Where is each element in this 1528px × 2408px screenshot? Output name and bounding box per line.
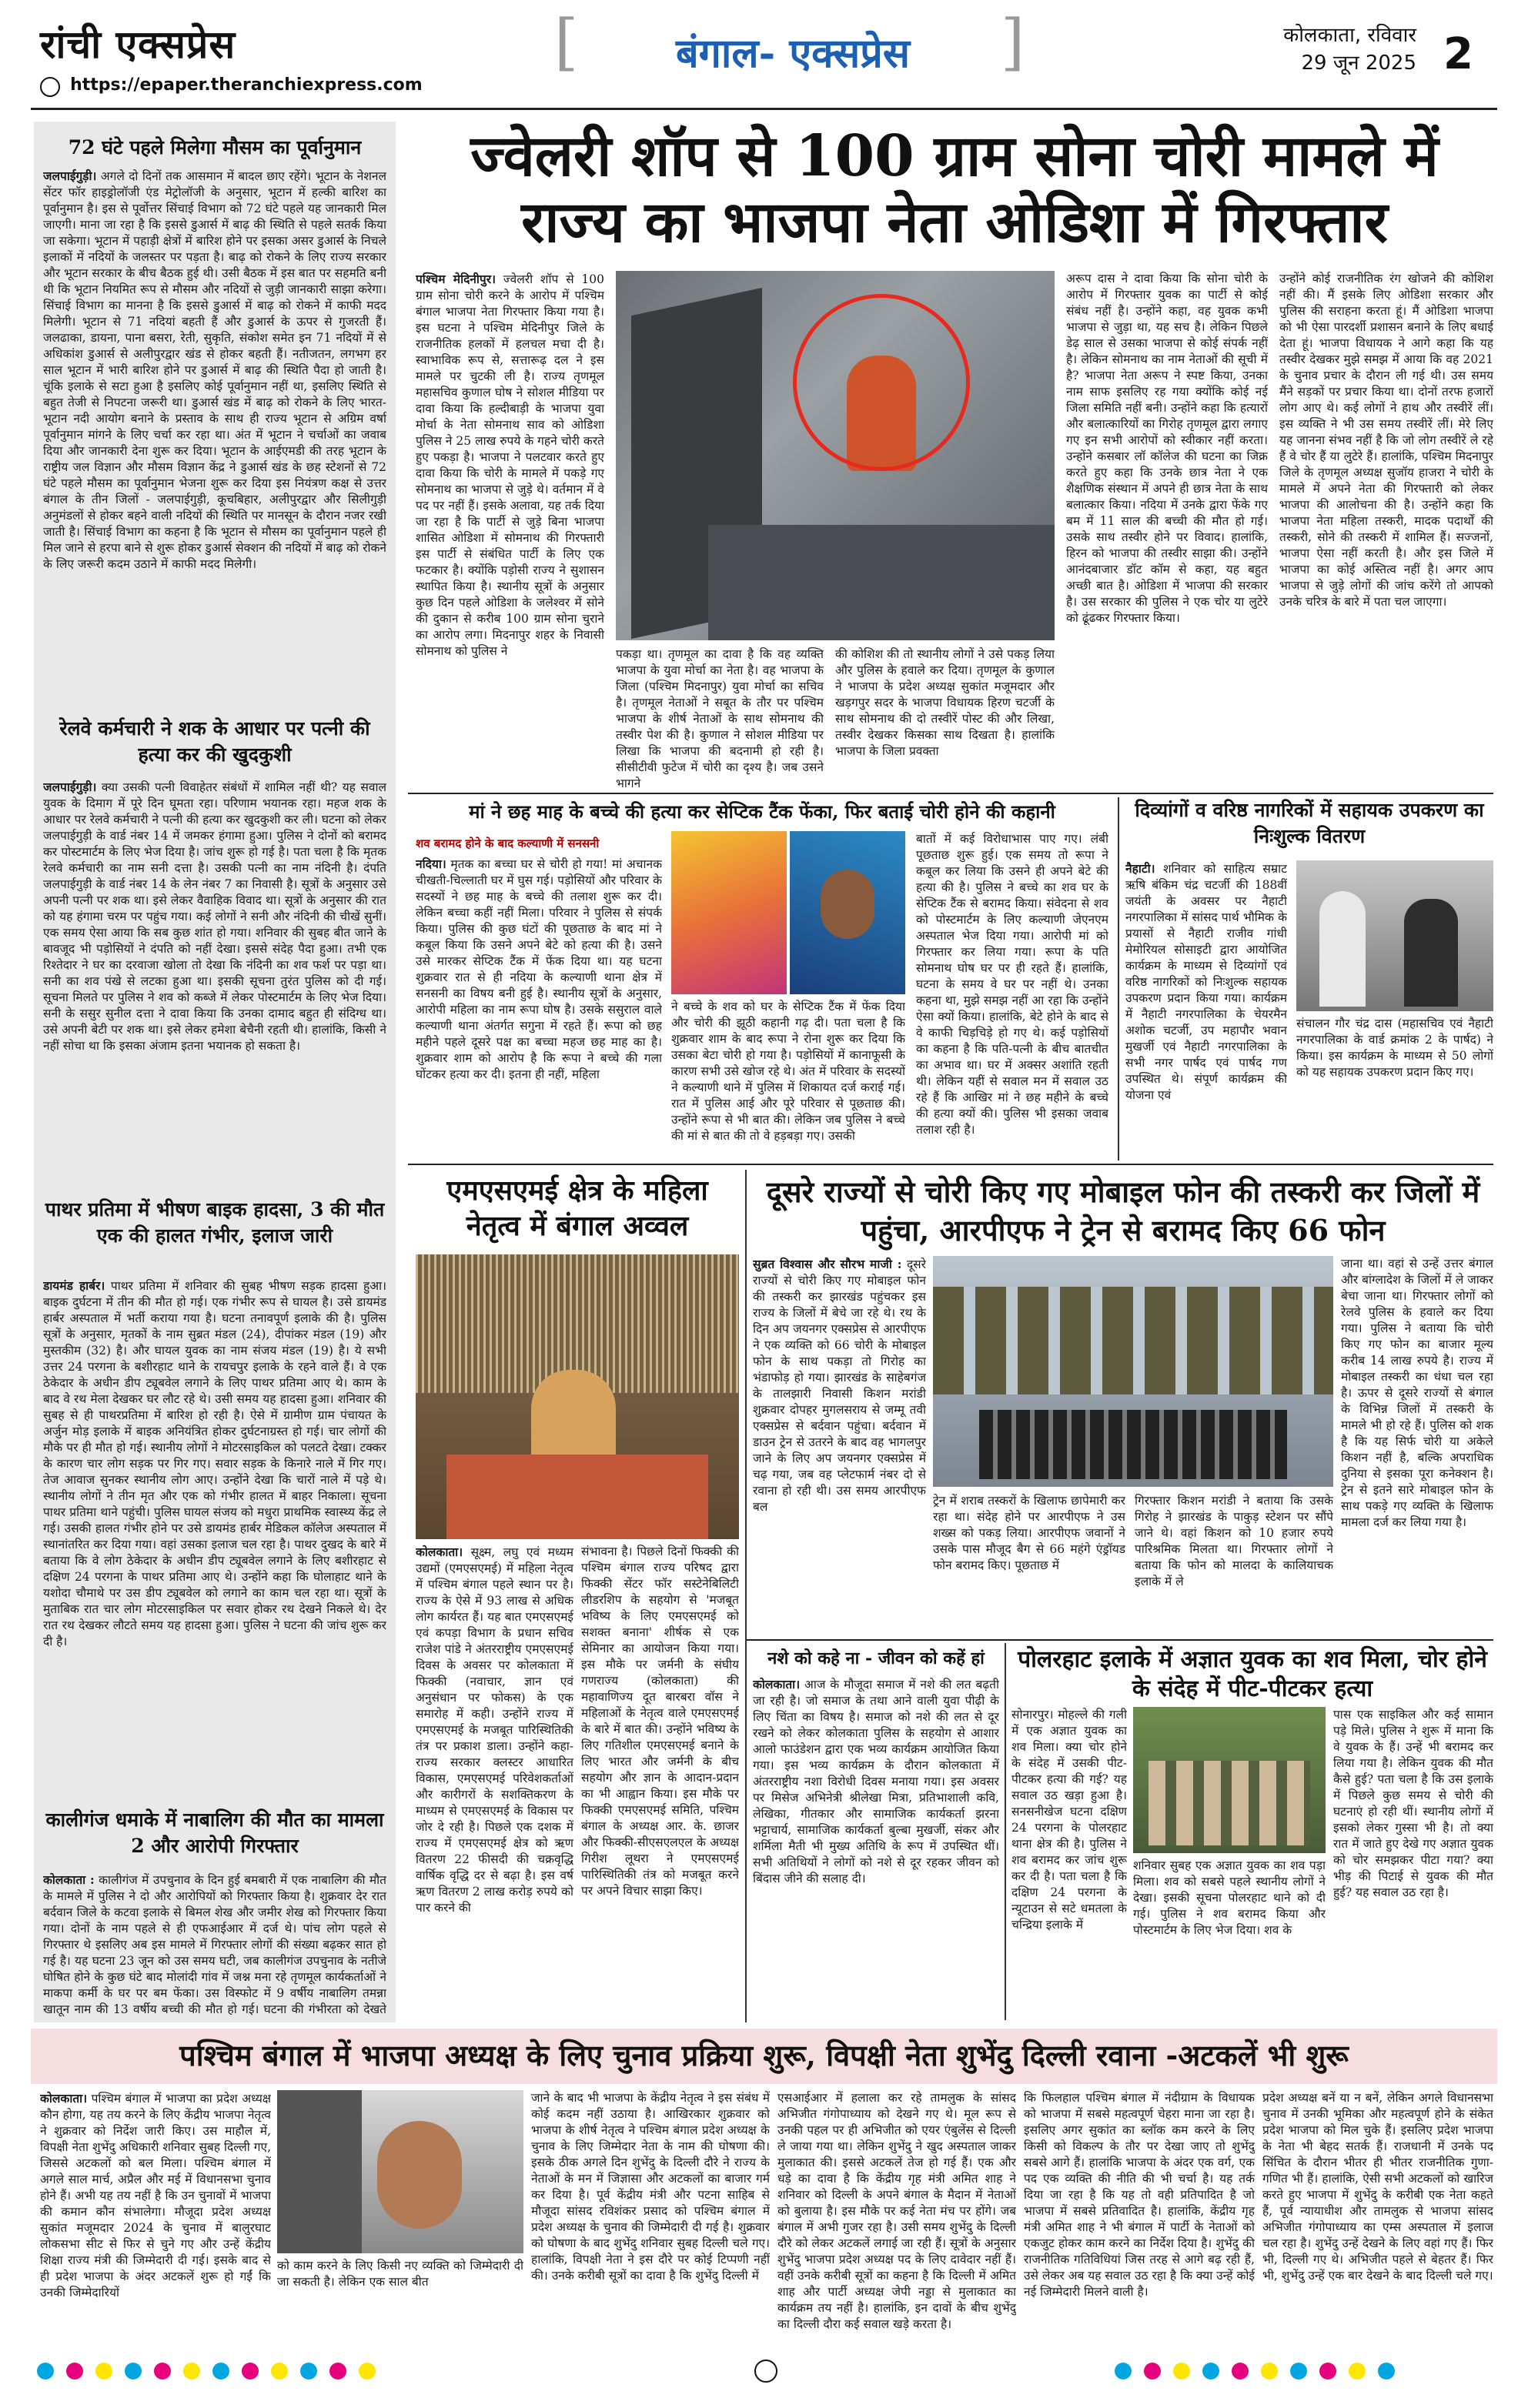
- reg-dot: [1202, 2363, 1219, 2380]
- msme-col-a: [416, 1544, 573, 2021]
- rpf-officers: [933, 1287, 1333, 1394]
- reg-dot: [1232, 2363, 1249, 2380]
- mother-text-a: मृतक का बच्चा घर से चोरी हो गया! मां अचानक चीखती-चिल्लाती घर में घुस गई। पड़ोसियों और परिवार के सदस्यों ने छह माह के बच्चे की तलाश शुरू कर दी। लेकिन बच्चा कहीं नहीं मिला। परिवार ने पुलिस से संपर्क किया। पुलिस की कुछ घंटों की पूछताछ के बाद मां ने कबूल किया कि उसने अपने बेटे को हत्या की है। उसने उसे मारकर सेप्टिक टैंक में फेंक दिया था। यह घटना शुक्रवार रात से ही नदिया के कल्याणी थाना क्षेत्र में सनसनी का विषय बनी हुई है। स्थानीय सूत्रों के अनुसार, आरोपी महिला का नाम रूपा घोष है। उसके ससुराल वाले कल्याणी थाना अंतर्गत सगुना में रहते हैं। रूपा को छह महीने पहले दूसरे पक्ष का बच्चा महज छह माह का है। शुक्रवार शाम को आरोप है कि रूपा ने बच्चे की गला घोंटकर हत्या कर दी। इतना ही नहीं, महिला: [416, 857, 662, 1081]
- reg-dot: [37, 2363, 54, 2380]
- s1-headline: 72 घंटे पहले मिलेगा मौसम का पूर्वानुमान: [68, 136, 362, 159]
- mother-headline: मां ने छह माह के बच्चे की हत्या कर सेप्टिक टैंक फेंका, फिर बताई चोरी होने की कहानी: [469, 800, 1055, 823]
- mother-photo-child: [671, 831, 787, 994]
- cctv-counter: [708, 525, 1055, 640]
- s3-headline: पाथर प्रतिमा में भीषण बाइक हादसा, 3 की मौत एक की हालत गंभीर, इलाज जारी: [45, 1198, 385, 1247]
- reg-dot: [300, 2363, 317, 2380]
- reg-dot: [1115, 2363, 1132, 2380]
- lower-rule: [747, 1639, 1493, 1641]
- msme-text-a: सूक्ष्म, लघु एवं मध्यम उद्यमों (एमएसएमई) में महिला नेतृत्व में पश्चिम बंगाल पहले स्थान पर है। राज्य के ऐसे में 93 लाख से अधिक लोग कार्यरत हैं। यह बात एमएसएमई एवं कपड़ा विभाग के प्रधान सचिव राजेश पांडे ने अंतरराष्ट्रीय एमएसएमई दिवस के अवसर पर कोलकाता में फिक्की (नवाचार, ज्ञान एवं अनुसंधान पर फोकस) के एक समारोह में कही। उन्होंने राज्य में एमएसएमई के मजबूत पारिस्थितिकी तंत्र पर प्रकाश डाला। उन्होंने कहा-राज्य सरकार क्लस्टर आधारित विकास, एमएसएमई परिवेशकर्ताओं और कारीगरों के सशक्तिकरण के माध्यम से एमएसएमई के विकास पर जोर दे रही है। पिछले एक दशक में राज्य में एमएसएमई क्षेत्र को ऋण वितरण 22 फीसदी की चक्रवृद्धि वार्षिक वृद्धि दर से बढ़ा है। इस वर्ष ऋण वितरण 2 लाख करोड़ रुपये को पार करने की: [416, 1545, 573, 1915]
- bjp-text-a: पश्चिम बंगाल में भाजपा का प्रदेश अध्यक्ष कौन होगा, यह तय करने के लिए केंद्रीय भाजपा नेतृत्व ने शुक्रवार को निर्देश जारी किए। उस माहौल में, विपक्षी नेता शुभेंदु अधिकारी शनिवार सुबह दिल्ली गए, जिससे अटकलों को बल मिला। पश्चिम बंगाल में अगले साल मार्च, अप्रैल और मई में विधानसभा चुनाव होने हैं। अभी यह तय नहीं है कि उन चुनावों में भाजपा की कमान कौन संभालेगा। मौजूदा प्रदेश अध्यक्ष सुकांत मजूमदार 2024 के चुनाव में बालुरघाट लोकसभा सीट से फिर से चुने गए और उन्हें केंद्रीय शिक्षा राज्य मंत्री की जिम्मेदारी दी गई। इसके बाद से ही प्रदेश भाजपा के अंदर अटकलें शुरू हो गईं कि उनकी जिम्मेदारियों: [40, 2092, 271, 2299]
- reg-dot: [154, 2363, 171, 2380]
- bjp-col-d: कि फिलहाल पश्चिम बंगाल में नंदीग्राम के विधायक को भाजपा में सबसे महत्वपूर्ण चेहरा माना जा रहा है। इसलिए अगर सुकांत का ब्लॉक कम करने के लिए किसी को विकल्प के तौर पर देखा जाए तो शुभेंदु सबसे आगे हैं। हालांकि भाजपा के अंदर एक वर्ग, एक पद एक व्यक्ति की नीति की भी चर्चा है। यह तर्क दिया जा रहा है कि यह तो वही प्रतिपादित है जो भाजपा में सबसे प्रतिवादित है। हालांकि, केंद्रीय गृह मंत्री अमित शाह ने भी बंगाल में पार्टी के नेताओं को एकजुट होकर काम करने का निर्देश दिया है। शुभेंदु की राजनीतिक गतिविधियां जिस तरह से आगे बढ़ रही हैं, उसे लेकर अब यह सवाल उठ रहा है कि क्या उन्हें कोई नई जिम्मेदारी मिलने वाली है।: [1024, 2091, 1255, 2299]
- s4-headline: कालीगंज धमाके में नाबालिग की मौत का मामला 2 और आरोपी गिरफ्तार: [45, 1809, 384, 1857]
- lead-headline: ज्वेलरी शॉप से 100 ग्राम सोना चोरी मामले में राज्य का भाजपा नेता ओडिशा में गिरफ्तार: [470, 123, 1439, 255]
- dateline-box: [1232, 22, 1416, 77]
- issue-date: 29 जून 2025: [1301, 52, 1416, 75]
- mobile-col-d: जाना था। वहां से उन्हें उत्तर बंगाल और बांग्लादेश के जिलों में ले जाकर बेचा जाना था। गिरफ्तार लोगों को रेलवे पुलिस के हवाले कर दिया गया। पुलिस ने बताया कि चोरी किए गए फोन का बाजार मूल्य करीब 14 लाख रुपये है। राज्य में मोबाइल तस्करी का धंधा चल रहा है। ऊपर से दूसरे राज्यों से बंगाल के विभिन्न जिलों में तस्करी के मामले भी हो रहे हैं। पुलिस को शक है कि यह सिर्फ चोरी या अकेले किशन नहीं है, बल्कि अपराधिक दुनिया से इसका पूरा कनेक्शन है। ट्रेन से इतने सारे मोबाइल फोन के साथ पकड़े गए व्यक्ति के खिलाफ मामला दर्ज कर लिया गया है।: [1341, 1257, 1493, 1529]
- lead-text-a: ज्वेलरी शॉप से 100 ग्राम सोना चोरी करने के आरोप में पश्चिम बंगाल भाजपा नेता गिरफ्तार किया गया है। इस घटना ने पश्चिम मेदिनीपुर जिले के राजनीतिक हलकों में हलचल मचा दी है। स्वाभाविक रूप से, सत्तारूढ़ दल ने इस मामले पर चुटकी ली है। राज्य तृणमूल महासचिव कुणाल घोष ने सोशल मीडिया पर दावा किया कि हल्दीबाड़ी के भाजपा युवा मोर्चा के नेता सोमनाथ साव को ओडिशा पुलिस ने 25 लाख रुपये के गहने चोरी करते हुए पकड़ा है। भाजपा ने पलटवार करते हुए दावा किया कि चोरी के मामले में पकड़े गए सोमनाथ का भाजपा से जुड़े थे। वर्तमान में वे पद पर नहीं हैं। इसके अलावा, यह तर्क दिया जा रहा है कि पार्टी से जुड़े बिना भाजपा शासित ओडिशा में सोमनाथ की गिरफ्तारी इस पार्टी से संबंधित पार्टी के लिए एक फटकार है। क्योंकि पड़ोसी राज्य ने सुशासन स्थापित किया है। स्थानीय सूत्रों के अनुसार कुछ दिन पहले ओडिशा के जलेश्वर में सोने की दुकान से करीब 100 ग्राम सोना चुराने का आरोप लगा। मिदनापुर शहर के निवासी सोमनाथ को पुलिस ने: [416, 272, 604, 658]
- bracket-left: [: [554, 6, 579, 78]
- lead-col-a: [416, 271, 604, 790]
- s2-body: [43, 779, 386, 1187]
- masthead-rule: [31, 108, 1497, 110]
- crosshair-icon: [754, 2360, 777, 2383]
- s3-dateline: डायमंड हार्बर।: [43, 1278, 105, 1293]
- s4-body: [43, 1872, 386, 2018]
- photo-person-right: [1404, 899, 1458, 1007]
- mobile-text-a: दूसरे राज्यों से चोरी किए गए मोबाइल फोन की तस्करी कर झारखंड पहुंचकर इस राज्य के जिलों में बेचे जा रहे थे। रथ के दिन अप जयनगर एक्सप्रेस से आरपीएफ ने एक व्यक्ति को 66 चोरी के मोबाइल फोन के साथ पकड़ा तो गिरोह का भंडाफोड़ हो गया। झारखंड के साहेबगंज के तालझारी निवासी किशन मरांडी शुक्रवार दोपहर मुगलसराय से जम्मू तवी एक्सप्रेस से बर्दवान पहुंचा। बर्दवान में डाउन ट्रेन से उतरने के बाद वह भागलपुर जाने के लिए अप जयनगर एक्सप्रेस में चढ़ गया, जब वह प्लेटफार्म नंबर दो से रवाना हो रही थी। उस समय आरपीएफ बल: [753, 1257, 926, 1514]
- polerhat-photo: [1133, 1707, 1326, 1853]
- s2-dateline: जलपाईगुड़ी।: [43, 780, 97, 794]
- section-title: बंगाल- एक्सप्रेस: [675, 30, 911, 77]
- reg-dot: [1349, 2363, 1366, 2380]
- reg-dot: [1290, 2363, 1307, 2380]
- photo-person-left: [1319, 891, 1366, 1007]
- mother-photo-woman: [790, 831, 905, 994]
- mobile-headline: दूसरे राज्यों से चोरी किए गए मोबाइल फोन की तस्करी कर जिलों में पहुंचा, आरपीएफ ने ट्रेन से बरामद किए 66 फोन: [766, 1174, 1480, 1247]
- bjp-col-e: प्रदेश अध्यक्ष बनें या न बनें, लेकिन अगले विधानसभा चुनाव में उनकी भूमिका और महत्वपूर्ण होने के संकेत प्रदेश भाजपा को मिल चुके हैं। इसलिए प्रदेश भाजपा के नेता भी बेहद सतर्क हैं। राजधानी में उनके पद सिंचित के दौरान भीतर ही भीतर राजनीतिक गुणा-गणित भी हैं। हालांकि, ऐसी सभी अटकलों को खारिज करते हुए भाजपा में शुभेंदु के करीबी एक नेता कहते हैं, पूर्व न्यायाधीश और तामलुक से भाजपा सांसद अभिजीत गंगोपाध्याय का एम्स अस्पताल में इलाज चल रहा है। शुभेंदु उन्हें देखने के लिए वहां गए हैं। फिर भी, दिल्ली गए थे। अभिजीत पहले से बेहतर हैं। फिर भी, शुभेंदु उन्हें एक बार देखने के बाद दिल्ली चले गए।: [1262, 2091, 1493, 2283]
- s1-dateline: जलपाईगुड़ी।: [43, 169, 97, 183]
- mother-dateline: नदिया।: [416, 857, 446, 871]
- bjp-col-b: जाने के बाद भी भाजपा के केंद्रीय नेतृत्व ने इस संबंध में कोई कदम नहीं उठाया है। आखिरकार शुक्रवार को भाजपा के शीर्ष नेतृत्व ने पश्चिम बंगाल प्रदेश अध्यक्ष के चुनाव के लिए जिम्मेदार नेता के नाम की घोषणा की। इसके ठीक अगले दिन शुभेंदु के दिल्ली दौरे ने राज्य के नेताओं के मन में जिज्ञासा और अटकलों का बाजार गर्म कर दिया है। पूर्व केंद्रीय मंत्री और पटना साहिब से मौजूदा सांसद रविशंकर प्रसाद को पश्चिम बंगाल में प्रदेश अध्यक्ष के चुनाव की जिम्मेदारी दी गई है। शुक्रवार को घोषणा के बाद शुभेंदु शनिवार सुबह दिल्ली चले गए। हालांकि, विपक्षी नेता ने इस दौरे पर कोई टिप्पणी नहीं की। उनके करीबी सूत्रों का दावा है कि शुभेंदु दिल्ली में: [531, 2091, 770, 2283]
- registration-marks: [31, 2363, 1497, 2386]
- mobile-col-c: गिरफ्तार किशन मरांडी ने बताया कि उसके गिरोह ने झारखंड के पाकुड़ स्टेशन पर सौंपे जाने थे। वहां किशन को 10 हजार रुपये पारिश्रमिक मिलता था। गिरफ्तार लोगों ने बताया कि फोन को मालदा के कालियाचक इलाके में ले: [1135, 1494, 1333, 1588]
- reg-dot: [125, 2363, 142, 2380]
- divyang-headline: दिव्यांगों व वरिष्ठ नागरिकों में सहायक उपकरण का निःशुल्क वितरण: [1135, 799, 1484, 847]
- divyang-caption: संचालन गौर चंद्र दास (महासचिव एवं नैहाटी नगरपालिका के वार्ड क्रमांक 2 के पार्षद) ने किया। इस कार्यक्रम के माध्यम से 50 लोगों को यह सहायक उपकरण प्रदान किए गए।: [1296, 1017, 1493, 1079]
- mobile-col-b: ट्रेन में शराब तस्करों के खिलाफ छापेमारी कर रहा था। संदेह होने पर आरपीएफ ने उस शख्स को पकड़ लिया। आरपीएफ जवानों ने उसके पास मौजूद बैग से 66 महंगे एंड्रॉयड फोन बरामद किए। पूछताछ में: [933, 1494, 1125, 1572]
- reg-dot: [1378, 2363, 1395, 2380]
- divider-mobile: [745, 1170, 747, 2022]
- bjp-photo-suvendu: [277, 2090, 523, 2253]
- mobile-col-a: [753, 1256, 926, 1635]
- mother-col-a: [416, 856, 662, 1161]
- seized-phones-table: [979, 1410, 1287, 1479]
- paper-name: रांची एक्सप्रेस: [40, 22, 236, 67]
- epaper-url[interactable]: https://epaper.theranchiexpress.com: [70, 75, 423, 95]
- s2-text: क्या उसकी पत्नी विवाहेतर संबंधों में शामिल नहीं थी? यह सवाल युवक के दिमाग में पूरे दिन घूमता रहा। परिणाम भयानक रहा। महज शक के आधार पर रेलवे कर्मचारी ने पत्नी की हत्या कर खुदकुशी कर ली। घटना को लेकर जलपाईगुड़ी के वार्ड नंबर 14 में जमकर हंगामा हुआ। पुलिस ने दोनों को बरामद कर पोस्टमार्टम के लिए भेज दिया है। जांच शुरू हो गई है। पता चला है कि मृतक रेलवे कर्मचारी का नाम सनी दत्ता है। उसकी पत्नी का नाम नंदिनी है। दंपति जलपाईगुड़ी के वार्ड नंबर 14 के लेन नंबर 7 का निवासी है। सूत्रों के अनुसार उसे अपनी पत्नी पर शक था। इसे लेकर वैवाहिक विवाद था। सूत्रों के अनुसार की रात को यह हंगामा चरम पर पहुंच गया। कई लोगों ने सनी और नंदिनी की चीखें सुनीं। एक समय ऐसा आया कि सब कुछ शांत हो गया। शनिवार की सुबह बीत जाने के बावजूद भी पड़ोसियों ने दंपति को नहीं देखा। इससे संदेह पैदा हुआ। तभी एक रिश्तेदार ने घर का दरवाजा खोला तो देखा कि नंदिनी का शव फर्श पर पड़ा था। सनी का शव पंखे से लटका हुआ था। इसकी सूचना तुरंत पुलिस को दी गई। सूचना मिलते पर पुलिस ने शव को कब्जे में लेकर पोस्टमार्टम के लिए भेज दिया। सनी के ससुर सुनील दत्ता ने दावा किया कि उनका दामाद बहुत ही संदिग्ध था। उसे अपनी बेटी पर शक था। इसे लेकर हमेशा बेचैनी रहती थी। हालांकि, किसी ने नहीं सोचा था कि इसका अंजाम इतना भयानक हो सकता है।: [43, 780, 386, 1053]
- polerhat-col-c: पास एक साइकिल और कई सामान पड़े मिले। पुलिस ने शुरू में माना कि वे युवक के हैं। उन्हें भी बरामद कर लिया गया है। लेकिन युवक की मौत कैसे हुई? पता चला है कि उस इलाके में पिछले कुछ समय से चोरी की घटनाएं हो रही थीं। स्थानीय लोगों में इसको लेकर गुस्सा भी है। तो क्या रात में जाते हुए देखे गए अज्ञात युवक को चोर समझकर पीटा गया? क्या भीड़ की पिटाई से युवक की मौत हुई? यह सवाल उठ रहा है।: [1333, 1708, 1493, 1899]
- s1-text: अगले दो दिनों तक आसमान में बादल छाए रहेंगे। भूटान के नेशनल सेंटर फॉर हाइड्रोलॉजी एंड मेट्रोलॉजी के अनुसार, भूटान में हल्की बारिश का पूर्वानुमान है। इस से पूर्वोत्तर सिंचाई विभाग को 72 घंटे पहले यह जानकारी मिल जाएगी। माना जा रहा है कि इससे डुआर्स में बाढ़ की स्थिति से पहले सतर्क किया जा सकेगा। भूटान में पहाड़ी क्षेत्रों में बारिश होने पर इसका असर डुआर्स के निचले इलाकों में नदियों के जलस्तर पर पड़ता है। बाढ़ को रोकने के लिए राज्य सरकार और भूटान सरकार के बीच बैठक हुई थी। उसी बैठक में इस बात पर सहमति बनी थी कि भूटान नियमित रूप से मौसम और नदियों से जुड़ी जानकारी साझा करेगा। सिंचाई विभाग का मानना है कि इससे डुआर्स में बाढ़ को रोकने में काफी मदद मिलेगी। भूटान से 71 नदियां बहती हैं और डुआर्स के ऊपर से गुजरती हैं। जलढाका, डायना, पाना बसरा, रेती, सुकृति, संकोश समेत इन 71 नदियों में से अधिकांश डुआर्स से अलीपुरद्वार खंड से होकर बहती हैं। नतीजतन, लगभग हर साल भूटान में भारी बारिश होने पर डुआर्स में बाढ़ की स्थिति पैदा हो जाती है। चूंकि इलाके से सटा हुआ है इसलिए कोई पूर्वानुमान नहीं था, इसलिए स्थिति से बहुत तेजी से निपटना जरूरी था। डुआर्स खंड में बाढ़ को रोकने के लिए भारत-भूटान नदी आयोग बनाने के प्रस्ताव के साथ ही राज्य भूटान से अग्रिम वर्षा पूर्वानुमान मांगने के लिए चर्चा कर रहा था। अंत में भूटान ने चर्चाओं का जवाब दिया और जानकारी देना शुरू कर दिया। भूटान के आईएमडी की तरह भूटान के राष्ट्रीय जल विज्ञान और मौसम विज्ञान केंद्र ने डुआर्स खंड के छह स्टेशनों से 72 घंटे पहले मौसम का पूर्वानुमान भेजना शुरू कर दिया इस नियंत्रण कक्ष से उत्तर बंगाल के तीन जिलों - जलपाईगुड़ी, कूचबिहार, अलीपुरद्वार और सिलीगुड़ी अनुमंडलों से होकर बहने वाली नदियों की स्थिति पर मानसून के दौरान नजर रखी जाती है। सिंचाई विभाग का कहना है कि भूटान से मौसम का पूर्वानुमान पहले ही मिल जाने से हरपा बाने से शुरू होकर डुआर्स सेक्शन की नदियों में बाढ़ को रोकने के लिए जरूरी कदम उठाने में काफी मदद मिलेगी।: [43, 169, 386, 571]
- reg-dot: [1144, 2363, 1161, 2380]
- globe-icon: [40, 77, 60, 97]
- mobile-photo-rpf: [933, 1256, 1333, 1487]
- divider-polerhat: [1005, 1643, 1006, 2020]
- city-day: कोलकाता, रविवार: [1283, 24, 1416, 47]
- msme-dateline: कोलकाता।: [416, 1545, 463, 1559]
- divyang-dateline: नैहाटी।: [1125, 861, 1155, 876]
- reg-dot: [95, 2363, 112, 2380]
- reg-dot: [1173, 2363, 1190, 2380]
- bjp-caption: को काम करने के लिए किसी नए व्यक्ति को जिम्मेदारी दी जा सकती है। लेकिन एक साल बीत: [277, 2259, 523, 2289]
- bjp-headline: पश्चिम बंगाल में भाजपा अध्यक्ष के लिए चुनाव प्रक्रिया शुरू, विपक्षी नेता शुभेंदु दिल्ली रवाना -अटकलें भी शुरू: [179, 2038, 1349, 2072]
- nasha-headline: नशे को कहे ना - जीवन को कहें हां: [767, 1648, 985, 1668]
- lead-col-e: उन्होंने कोई राजनीतिक रंग खोजने की कोशिश नहीं की। मैं इसके लिए ओडिशा सरकार और पुलिस की सराहना करता हूं। मैं ओडिशा भाजपा को भी ऐसा पारदर्शी प्रशासन बनाने के लिए बधाई देता हूं। भाजपा विधायक ने आगे कहा कि यह तस्वीर देखकर मुझे समझ में आया कि वह 2021 के चुनाव प्रचार के दौरान ली गई थी। उस समय मैंने सड़कों पर प्रचार किया था। दोनों तरफ हजारों लोग आए थे। कई लोगों ने हाथ और तस्वीरें लीं। इस व्यक्ति ने भी उस समय तस्वीरें लीं। मेरे लिए यह जानना संभव नहीं है कि जो लोग तस्वीरें ले रहे हैं वे चोर हैं या लुटेरे हैं। हालांकि, पश्चिम मिदनापुर जिले के तृणमूल अध्यक्ष सुजॉय हाजरा ने चोरी के मामले में अपने नेता की गिरफ्तारी को लेकर भाजपा की आलोचना की है। उन्होंने कहा कि भाजपा नेता महिला तस्करी, मादक पदार्थों की तस्करी, सोने की तस्करी में शामिल हैं। सज्जनों, भाजपा ऐसा नहीं करती है। और इस जिले में भाजपा का कोई अस्तित्व नहीं है। अगर आप भाजपा से जुड़े लोगों की जांच करेंगे तो आपको उनके चरित्र के बारे में पता चल जाएगा।: [1279, 272, 1493, 609]
- nasha-col-a: [753, 1676, 999, 2021]
- s4-dateline: कोलकाता :: [43, 1872, 95, 1887]
- reg-dot: [359, 2363, 376, 2380]
- nasha-dateline: कोलकाता।: [753, 1677, 801, 1692]
- s3-text: पाथर प्रतिमा में शनिवार की सुबह भीषण सड़क हादसा हुआ। बाइक दुर्घटना में तीन की मौत हो गई। एक गंभीर रूप से घायल है। उसे डायमंड हार्बर अस्पताल में भर्ती कराया गया है। घटना तनावपूर्ण इलाके की है। पुलिस सूत्रों के अनुसार, मृतकों के नाम सुब्रत मंडल (24), दीपांकर मंडल (19) और मुस्तकीम (32) है। और घायल युवक का नाम संजय मंडल (19) है। ये सभी उत्तर 24 परगना के बशीरहाट थाने के रायचपुर इलाके के रहने वाले हैं। वे एक ठेकेदार के अधीन डीप ट्यूबवेल लगाने के लिए पाथर प्रतिमा आए थे। काम के बाद वे रथ मेला देखकर घर लौट रहे थे। उसी समय यह हादसा हुआ। शनिवार की सुबह से ही पाथरप्रतिमा में बारिश हो रही है। ऐसे में ग्रामीण ग्राम पंचायत के अर्जुन मोड़ इलाके में बाइक अनियंत्रित होकर दुर्घटनाग्रस्त हो गई। चार लोगों की मौके पर ही मौत हो गई। स्थानीय लोगों ने मोटरसाइकिल को पलटते देखा। टक्कर के कारण चार लोग सड़क पर गिर गए। सवार सड़क के किनारे नाले में गिर गए। तेज आवाज सुनकर स्थानीय लोग आए। उन्होंने देखा कि चारों नाले में पड़े थे। स्थानीय लोगों ने तीन मृत और एक को गंभीर हालत में बाहर निकाला। सूचना पाथर प्रतिमा थाने पहुंची। पुलिस घायल संजय को मधुरा प्राथमिक स्वास्थ्य केंद्र ले गई। उसकी हालत गंभीर होने पर उसे डायमंड हार्बर मेडिकल कॉलेज अस्पताल में स्थानांतरित कर दिया गया। वहां उसका इलाज चल रहा है। पाथर दुखद के बारे में बताया कि वे लोग ठेकेदार के अधीन डीप ट्यूबवेल लगाने के लिए बशीरहाट से दक्षिण 24 परगना के पाथर प्रतिमा आए थे। उन्होंने कहा कि घोलाहाट थाने के यशोदा चौमाथे पर उस डीप ट्यूबवेल को लगाने का काम चल रहा था। सूत्रों के मुताबिक रात चार लोग मोटरसाइकिल पर सवार होकर रथ देखने निकले थे। देर रात रथ देखकर लौटते समय यह हादसा हुआ। पुलिस ने घटना की जांच शुरू कर दी है।: [43, 1279, 386, 1648]
- woven-cloth: [446, 1454, 708, 1539]
- url-row: [40, 75, 423, 97]
- divyang-photo: [1296, 860, 1493, 1011]
- s1-body: [43, 168, 386, 706]
- reg-dot: [66, 2363, 83, 2380]
- car-window: [277, 2090, 362, 2253]
- bracket-right: ]: [1001, 6, 1025, 78]
- divider-divyang: [1118, 797, 1119, 1161]
- mobile-byline: सुब्रत विश्वास और सौरभ माजी :: [753, 1257, 902, 1271]
- mid-rule: [408, 1164, 1493, 1165]
- reg-dot: [242, 2363, 259, 2380]
- cctv-highlight-circle: [793, 294, 970, 471]
- suvendu-face: [377, 2121, 462, 2229]
- lead-col-d: अरूप दास ने दावा किया कि सोना चोरी के आरोप में गिरफ्तार युवक का पार्टी से कोई संबंध नहीं है। उन्होंने कहा, वह युवक कभी भाजपा से जुड़ा था, यह सच है। लेकिन पिछले डेढ़ साल से उसका भाजपा से कोई संपर्क नहीं है। लेकिन सोमनाथ का नाम नेताओं की सूची में है? भाजपा नेता अरूप ने स्पष्ट किया, उनका नाम साफ इसलिए रह गया क्योंकि कोई नई जिला समिति नहीं बनी। उन्होंने कहा कि हत्यारों और बलात्कारियों का गिरोह तृणमूल द्वारा लगाए गए इन सभी आरोपों को स्वीकार नहीं करता। उन्होंने कसबार लॉ कॉलेज की घटना का जिक्र करते हुए कहा कि उनके छात्र नेता ने एक शैक्षणिक संस्थान में अपने ही छात्र नेता के साथ बलात्कार किया। नदिया में उनके द्वारा फेंके गए बम में 11 साल की बच्ची की मौत हो गई। उसके साथ तस्वीर होने पर विवाद। हालांकि, हिरन को भाजपा की तस्वीर साझा की। उन्होंने आनंदबाजार डॉट कॉम से कहा, यह बहुत अच्छी बात है। ओडिशा में भाजपा की सरकार है। उस सरकार की पुलिस ने एक चोर या लुटेरे को ढूंढकर गिरफ्तार किया।: [1066, 272, 1268, 625]
- polerhat-headline: पोलरहाट इलाके में अज्ञात युवक का शव मिला, चोर होने के संदेह में पीट-पीटकर हत्या: [1018, 1646, 1487, 1702]
- polerhat-col-a: सोनारपुर। मोहल्ले की गली में एक अज्ञात युवक का शव मिला। क्या चोर होने के संदेह में उसकी पीट-पीटकर हत्या की गई? यह सवाल उठ खड़ा हुआ है। सनसनीखेज घटना दक्षिण 24 परगना के पोलरहाट थाना क्षेत्र की है। पुलिस ने शव बरामद कर जांच शुरू कर दी है। पता चला है कि दक्षिण 24 परगना के न्यूटाउन से सटे धमतला के चन्द्रिया इलाके में: [1011, 1708, 1127, 1932]
- lead-bottom-rule: [408, 793, 1493, 794]
- lead-col-b: पकड़ा था। तृणमूल का दावा है कि वह व्यक्ति भाजपा के युवा मोर्चा का नेता है। वह भाजपा के जिला (पश्चिम मिदनापुर) युवा मोर्चा का सचिव है। तृणमूल नेताओं ने सबूत के तौर पर पश्चिम भाजपा के शीर्ष नेताओं के साथ सोमनाथ की तस्वीर पेश की है। कुणाल ने सोशल मीडिया पर लिखा कि भाजपा की बदनामी हो रही है। सीसीटीवी फुटेज में चोरी का दृश्य है। जब उसने भागने: [616, 647, 824, 790]
- s2-headline: रेलवे कर्मचारी ने शक के आधार पर पत्नी की हत्या कर की खुदकुशी: [59, 717, 370, 766]
- reg-dot: [1261, 2363, 1278, 2380]
- divyang-text: शनिवार को साहित्य सम्राट ऋषि बंकिम चंद्र चटर्जी की 188वीं जयंती के अवसर पर नैहाटी नगरपालिका में सांसद पार्थ भौमिक के प्रयासों से नैहाटी राजीव गांधी मेमोरियल सोसाइटी द्वारा आयोजित कार्यक्रम के माध्यम से दिव्यांगों एवं वरिष्ठ नागरिकों को निःशुल्क सहायक उपकरण प्रदान किया गया। कार्यक्रम में नैहाटी नगरपालिका के चेयरमैन अशोक चटर्जी, उप महापौर भवान मुखर्जी एवं नैहाटी नगरपालिका के सभी नगर पार्षद एवं पार्षद गण उपस्थित थे। संपूर्ण कार्यक्रम की योजना एवं: [1125, 862, 1287, 1102]
- reg-dot: [212, 2363, 229, 2380]
- mother-col-b: ने बच्चे के शव को घर के सेप्टिक टैंक में फेंक दिया और चोरी की झूठी कहानी गढ़ दी। पता चला है कि शुक्रवार शाम के बाद रूपा ने रोना शुरू कर दिया कि उसका बेटा चोरी हो गया है। पड़ोसियों में कानाफूसी के कारण सभी उसे खोज रहे थे। अंत में परिवार के सदस्यों ने कल्याणी थाने में पुलिस में शिकायत दर्ज कराई गई। रात में पुलिस आई और पूरे परिवार से पूछताछ की। उन्होंने रूपा से भी बात की। लेकिन जब पुलिस ने बच्चे की मां से बात की तो वे हड़बड़ा गए। उसकी: [671, 1000, 905, 1143]
- msme-headline: एमएसएमई क्षेत्र के महिला नेतृत्व में बंगाल अव्वल: [446, 1174, 708, 1242]
- bjp-col-c: एसआईआर में हलाला कर रहे तामलुक के सांसद अभिजीत गंगोपाध्याय को देखने गए थे। मूल रूप से उनकी पहल पर ही अभिजीत को एयर एंबुलेंस से दिल्ली ले जाया गया था। लेकिन शुभेंदु ने खुद अस्पताल जाकर मुलाकात की। इससे अटकलें तेज हो गई हैं। एक और धड़े का दावा है कि केंद्रीय गृह मंत्री अमित शाह ने शनिवार को दिल्ली के अपने बंगाल के मैदान में नेताओं को बुलाया है। इस मौके पर कई नेता मंच पर होंगे। जब बंगाल में अभी गुजर रहा है। उसी समय शुभेंदु के दिल्ली दौरे को लेकर अटकलें लगाई जा रही हैं। सूत्रों के अनुसार शुभेंदु भाजपा प्रदेश अध्यक्ष पद के लिए दावेदार नहीं हैं। वहीं उनके करीबी सूत्रों का कहना है कि दिल्ली में अमित शाह और पार्टी अध्यक्ष जेपी नड्डा से मुलाकात का कार्यक्रम तय नहीं है। हालांकि, इन दावों के बीच शुभेंदु का दिल्ली दौरा कई सवाल खड़े करता है।: [777, 2091, 1016, 2331]
- woman-face: [821, 870, 874, 939]
- reg-dot: [271, 2363, 288, 2380]
- msme-col-b: संभावना है। पिछले दिनों फिक्की की पश्चिम बंगाल राज्य परिषद द्वारा फिक्की सेंटर फॉर सस्टेनेबिलिटी लीडरशिप के सहयोग से 'मजबूत भविष्य के लिए एमएसएमई को सशक्त बनाना' शीर्षक से एक सेमिनार का आयोजन किया गया। इस मौके पर जर्मनी के संघीय गणराज्य (कोलकाता) की महावाणिज्य दूत बारबरा वॉस ने महिलाओं के नेतृत्व वाले एमएसएमई के बारे में बात की। उन्होंने भविष्य के लिए गतिशील एमएसएमई बनाने के लिए भारत और जर्मनी के बीच सहयोग और ज्ञान के आदान-प्रदान का भी आह्वान किया। इस मौके पर फिक्की एमएसएमई समिति, पश्चिम बंगाल के अध्यक्ष आर. के. छाजर और फिक्की-सीएसएलएल के अध्यक्ष गिरीश लूथरा ने एमएसएमई पारिस्थितिकी तंत्र को मजबूत करने पर अपने विचार साझा किए।: [581, 1545, 739, 1898]
- msme-photo-weaver: [416, 1254, 739, 1539]
- reg-dots-left: [31, 2363, 382, 2383]
- polerhat-crowd: [1149, 1761, 1310, 1845]
- s3-body: [43, 1277, 386, 1797]
- bjp-col-a: [40, 2090, 271, 2335]
- divyang-body: [1125, 860, 1287, 1161]
- reg-dot: [183, 2363, 200, 2380]
- reg-dot: [329, 2363, 346, 2380]
- reg-dot: [1319, 2363, 1336, 2380]
- s4-text: कालीगंज में उपचुनाव के दिन हुई बमबारी में एक नाबालिग की मौत के मामले में पुलिस ने दो और आरोपियों को गिरफ्तार किया है। शुक्रवार देर रात बर्दवान जिले के कटवा इलाके से बिमल शेख और जमीर शेख को गिरफ्तार किया गया। दोनों के नाम पहले से ही एफआईआर में दर्ज थे। पांच लोग पहले से गिरफ्तार थे इसलिए अब इस मामले में गिरफ्तार लोगों की संख्या बढ़कर सात हो गई है। यह घटना 23 जून को उस समय घटी, जब कालीगंज उपचुनाव के नतीजे घोषित होने के कुछ घंटे बाद मोलांदी गांव में जश्न मना रहे तृणमूल कार्यकर्ताओं ने माकपा कर्मी के घर पर बम फेंका। उस विस्फोट में 9 वर्षीय नाबालिग तमन्ना खातून नाम की 13 वर्षीय बच्ची की मौत हो गई। घटना की गंभीरता को देखते: [43, 1873, 386, 2016]
- nasha-text-a: आज के मौजूदा समाज में नशे की लत बढ़ती जा रही है। जो समाज के तथा आने वाली युवा पीढ़ी के लिए चिंता का विषय है। समाज को नशे की लत से दूर रखने को लेकर कोलकाता पुलिस के सहयोग से आशार आलो फाउंडेशन द्वारा एक भव्य कार्यक्रम आयोजित किया गया। इस भव्य कार्यक्रम के दौरान कोलकाता में अंतरराष्ट्रीय नशा विरोधी दिवस मनाया गया। इस अवसर पर मिसेज अभिनेत्री श्रीलेखा मित्रा, प्रतिभाशाली कवि, लेखिका, गीतकार और सामाजिक कार्यकर्ता झरना भट्टाचार्य, सामाजिक कार्यकर्ता बुल्बा मुखर्जी, संकर और शर्मिला मैती भी मुख्य अतिथि के रूप में उपस्थित थीं। सभी अतिथियों ने लोगों को नशे से दूर रहकर जीवन को बिंदास जीने की सलाह दी।: [753, 1678, 999, 1885]
- reg-dots-right: [1108, 2363, 1401, 2383]
- mother-col-c: बातों में कई विरोधाभास पाए गए। लंबी पूछताछ शुरू हुई। एक समय तो रूपा ने कबूल कर लिया कि उसने ही अपने बेटे की हत्या की है। पुलिस ने बच्चे का शव घर के सेप्टिक टैंक से बरामद किया। संवेदना से शव को पोस्टमार्टम के लिए कल्याणी जेएनएम अस्पताल भेज दिया गया। आरोपी मां को गिरफ्तार कर लिया गया। रूपा के पति सोमनाथ घोष घर पर ही रहते हैं। हालांकि, घटना के समय वे घर पर नहीं थे। उनका कहना था, मुझे समझ नहीं आ रहा कि उन्होंने ऐसा क्यों किया। हालांकि, बेटे होने के बाद से वे काफी चिड़चिड़े हो गए थे। कई पड़ोसियों का कहना है कि पति-पत्नी के बीच बातचीत का अभाव था। घर में अक्सर अशांति रहती थी। लेकिन यहीं से सवाल मन में सवाल उठ रहे हैं कि आखिर मां ने छह महीने के बच्चे की हत्या क्यों की। पुलिस भी इसका जवाब तलाश रही है।: [916, 832, 1108, 1137]
- polerhat-col-b: शनिवार सुबह एक अज्ञात युवक का शव पड़ा मिला। शव को सबसे पहले स्थानीय लोगों ने देखा। इसकी सूचना पोलरहाट थाने को दी गई। पुलिस ने शव बरामद किया और पोस्टमार्टम के लिए भेज दिया। शव के: [1133, 1859, 1326, 1937]
- mother-kicker: शव बरामद होने के बाद कल्याणी में सनसनी: [416, 837, 600, 850]
- page-number: 2: [1443, 29, 1473, 79]
- lead-col-c: की कोशिश की तो स्थानीय लोगों ने उसे पकड़ लिया और पुलिस के हवाले कर दिया। तृणमूल के कुणाल ने भाजपा के प्रदेश अध्यक्ष सुकांत मजूमदार और खड़गपुर सदर के भाजपा विधायक हिरण चटर्जी के साथ सोमनाथ की दो तस्वीरें पोस्ट की और लिखा, तस्वीर देखकर किसका साथ दिखता है। हालांकि भाजपा के जिला प्रवक्ता: [835, 647, 1055, 758]
- lead-dateline: पश्चिम मेदिनीपुर।: [416, 272, 496, 286]
- lead-photo-cctv: [616, 271, 1055, 640]
- bjp-dateline: कोलकाता।: [40, 2091, 88, 2106]
